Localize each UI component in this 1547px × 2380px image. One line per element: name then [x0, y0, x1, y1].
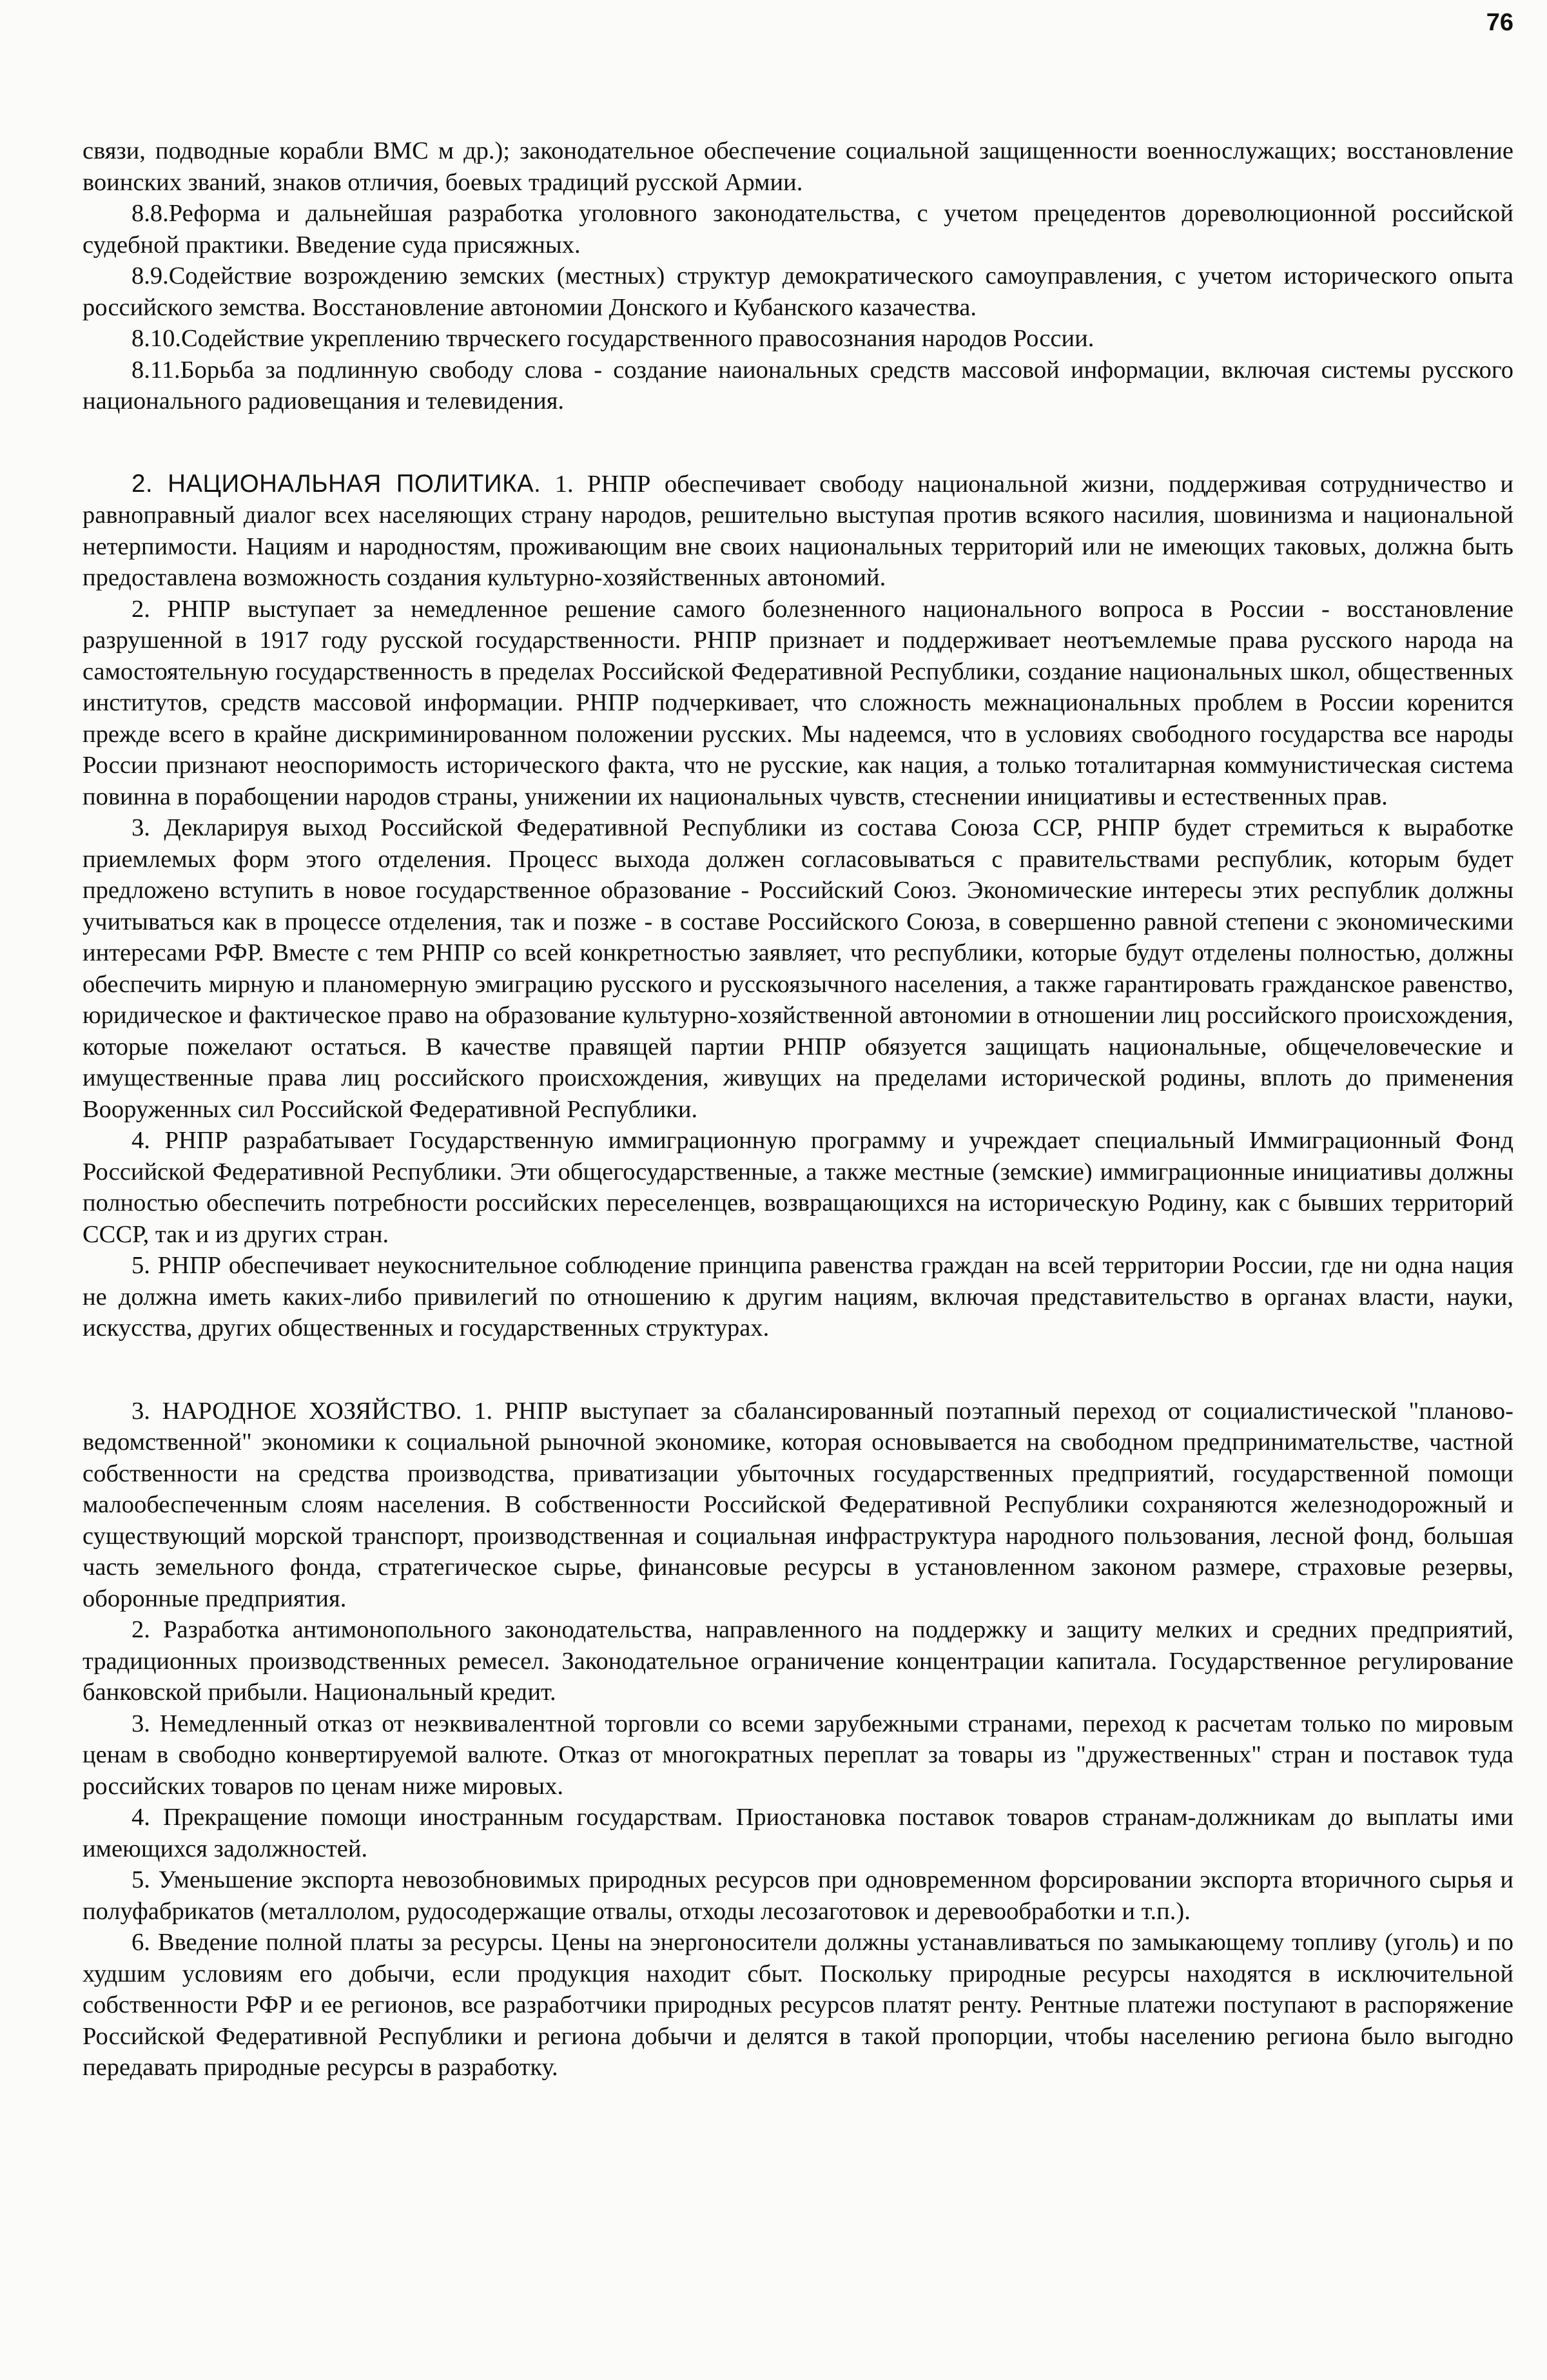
section-3-lead-paragraph — [83, 1396, 1513, 1615]
section-2-item-2: 2. РНПР выступает за немедленное решение самого болезненного национального вопроса в России - восстановление разрушенной в 1917 году русской государственности. РНПР признает и поддерживает неотъемлемые права русского народа на самостоятельную государственность в пределах Российской Федеративной Республики, создание национальных школ, общественных институтов, средств массовой информации. РНПР подчеркивает, что сложность межнациональных проблем в России коренится прежде всего в крайне дискриминированном положении русских. Мы надеемся, что в условиях свободного государства все народы России признают неоспоримость исторического факта, что не русские, как нация, а только тоталитарная коммунистическая система повинна в порабощении народов страны, унижении их национальных чувств, стеснении инициативы и естественных прав. — [83, 595, 1513, 810]
paragraph-8-8: 8.8.Реформа и дальнейшая разработка уголовного законодательства, с учетом прецедентов дореволюционной российской судебной практики. Введение суда присяжных. — [83, 200, 1513, 258]
section-2-lead-paragraph — [83, 469, 1513, 594]
paragraph-8-9: 8.9.Содействие возрождению земских (местных) структур демократического самоуправления, с учетом исторического опыта российского земства. Восстановление автономии Донского и Кубанского казачества. — [83, 262, 1513, 321]
section-spacer — [83, 417, 1513, 469]
section-3-item-6: 6. Введение полной платы за ресурсы. Цены на энергоносители должны устанавливаться по замыкающему топливу (уголь) и по худшим условиям его добычи, если продукция находит сбыт. Поскольку природные ресурсы находятся в исключительной собственности РФР и ее регионов, все разработчики природных ресурсов платят ренту. Рентные платежи поступают в распоряжение Российской Федеративной Республики и региона добычи и делятся в такой пропорции, чтобы населению региона было выгодно передавать природные ресурсы в разработку. — [83, 1929, 1513, 2081]
section-3-item-5: 5. Уменьшение экспорта невозобновимых природных ресурсов при одновременном форсировании экспорта вторичного сырья и полуфабрикатов (металлолом, рудосодержащие отвалы, отходы лесозаготовок и деревообработки и т.п.). — [83, 1866, 1513, 1925]
section-3-item-2: 2. Разработка антимонопольного законодательства, направленного на поддержку и защиту мелких и средних предприятий, традиционных производственных ремесел. Законодательное ограничение концентрации капитала. Государственное регулирование банковской прибыли. Национальный кредит. — [83, 1616, 1513, 1706]
section-3-item-3: 3. Немедленный отказ от неэквивалентной торговли со всеми зарубежными странами, переход к расчетам только по мировым ценам в свободно конвертируемой валюте. Отказ от многократных переплат за товары из "дружественных" стран и поставок туда российских товаров по ценам ниже мировых. — [83, 1710, 1513, 1800]
section-2-heading: 2. НАЦИОНАЛЬНАЯ ПОЛИТИКА. — [131, 469, 541, 498]
paragraph-8-10: 8.10.Содействие укреплению твpчeскeго государственного правосознания народов России. — [131, 325, 1095, 352]
document-body — [83, 135, 1513, 2083]
page-number: 76 — [1486, 9, 1513, 36]
section-3-heading: 3. НАРОДНОЕ ХОЗЯЙСТВО. — [131, 1397, 462, 1425]
section-3-item-4: 4. Прекращение помощи иностранным государствам. Приостановка поставок товаров странам-должникам до выплаты ими имеющихся задолжностей. — [83, 1804, 1513, 1862]
section-3-lead: 1. РНПР выступает за сбалансированный поэтапный переход от социалистической "планово-ведомственной" экономики к социальной рыночной экономике, которая основывается на свободном предпринимательстве, частной собственности на средства производства, приватизации убыточных государственных предприятий, государственной помощи малообеспеченным слоям населения. В собственности Российской Федеративной Республики сохраняются железнодорожный и существующий морской транспорт, производственная и социальная инфраструктура народного пользования, лесной фонд, большая часть земельного фонда, стратегическое сырье, финансовые ресурсы в установленном законом размере, страховые резервы, оборонные предприятия. — [83, 1397, 1514, 1612]
section-2-item-5: 5. РНПР обеспечивает неукоснительное соблюдение принципа равенства граждан на всей территории России, где ни одна нация не должна иметь каких-либо привилегий по отношению к другим нациям, включая представительство в органах власти, науки, искусства, других общественных и государственных структурах. — [83, 1252, 1513, 1341]
section-2-item-3: 3. Декларируя выход Российской Федеративной Республики из состава Союза ССР, РНПР будет стремиться к выработке приемлемых форм этого отделения. Процесс выхода должен согласовываться с правительствами республик, которым будет предложено вступить в новое государственное образование - Российский Союз. Экономические интересы этих республик должны учитываться как в процессе отделения, так и позже - в составе Российского Союза, в совершенно равной степени с экономическими интересами РФР. Вместе с тем РНПР со всей конкретностью заявляет, что республики, которые будут отделены полностью, должны обеспечить мирную и планомерную эмиграцию русского и русскоязычного населения, а также гарантировать гражданское равенство, юридическое и фактическое право на образование культурно-хозяйственной автономии в отношении лиц российского происхождения, которые пожелают остаться. В качестве правящей партии РНПР обязуется защищать национальные, общечеловеческие и имущественные права лиц российского происхождения, живущих на пределами исторической родины, вплоть до применения Вооруженных сил Российской Федеративной Республики. — [83, 814, 1513, 1123]
section-spacer — [83, 1344, 1513, 1396]
paragraph-8-11: 8.11.Борьба за подлинную свободу слова - создание наиональных средств массовой информации, включая системы русского национального радиовещания и телевидения. — [83, 356, 1513, 415]
section-2-item-4: 4. РНПР разрабатывает Государственную иммиграционную программу и учреждает специальный Иммиграционный Фонд Российской Федеративной Республики. Эти общегосударственные, а также местные (земские) иммиграционные инициативы должны полностью обеспечить потребности российских переселенцев, возвращающихся на историческую Родину, как с бывших территорий СССР, так и из других стран. — [83, 1127, 1513, 1248]
section-2-lead: 1. РНПР обеспечивает свободу национальной жизни, поддерживая сотрудничество и равноправный диалог всех населяющих страну народов, решительно выступая против всякого насилия, шовинизма и национальной нетерпимости. Нациям и народностям, проживающим вне своих национальных территорий или не имеющих таковых, должна быть предоставлена возможность создания культурно-хозяйственных автономий. — [83, 470, 1513, 591]
paragraph-8-continued: связи, подводные корабли ВМС м др.); законодательное обеспечение социальной защищенности военнослужащих; восстановление воинских званий, знаков отличия, боевых традиций русской Армии. — [83, 137, 1513, 196]
